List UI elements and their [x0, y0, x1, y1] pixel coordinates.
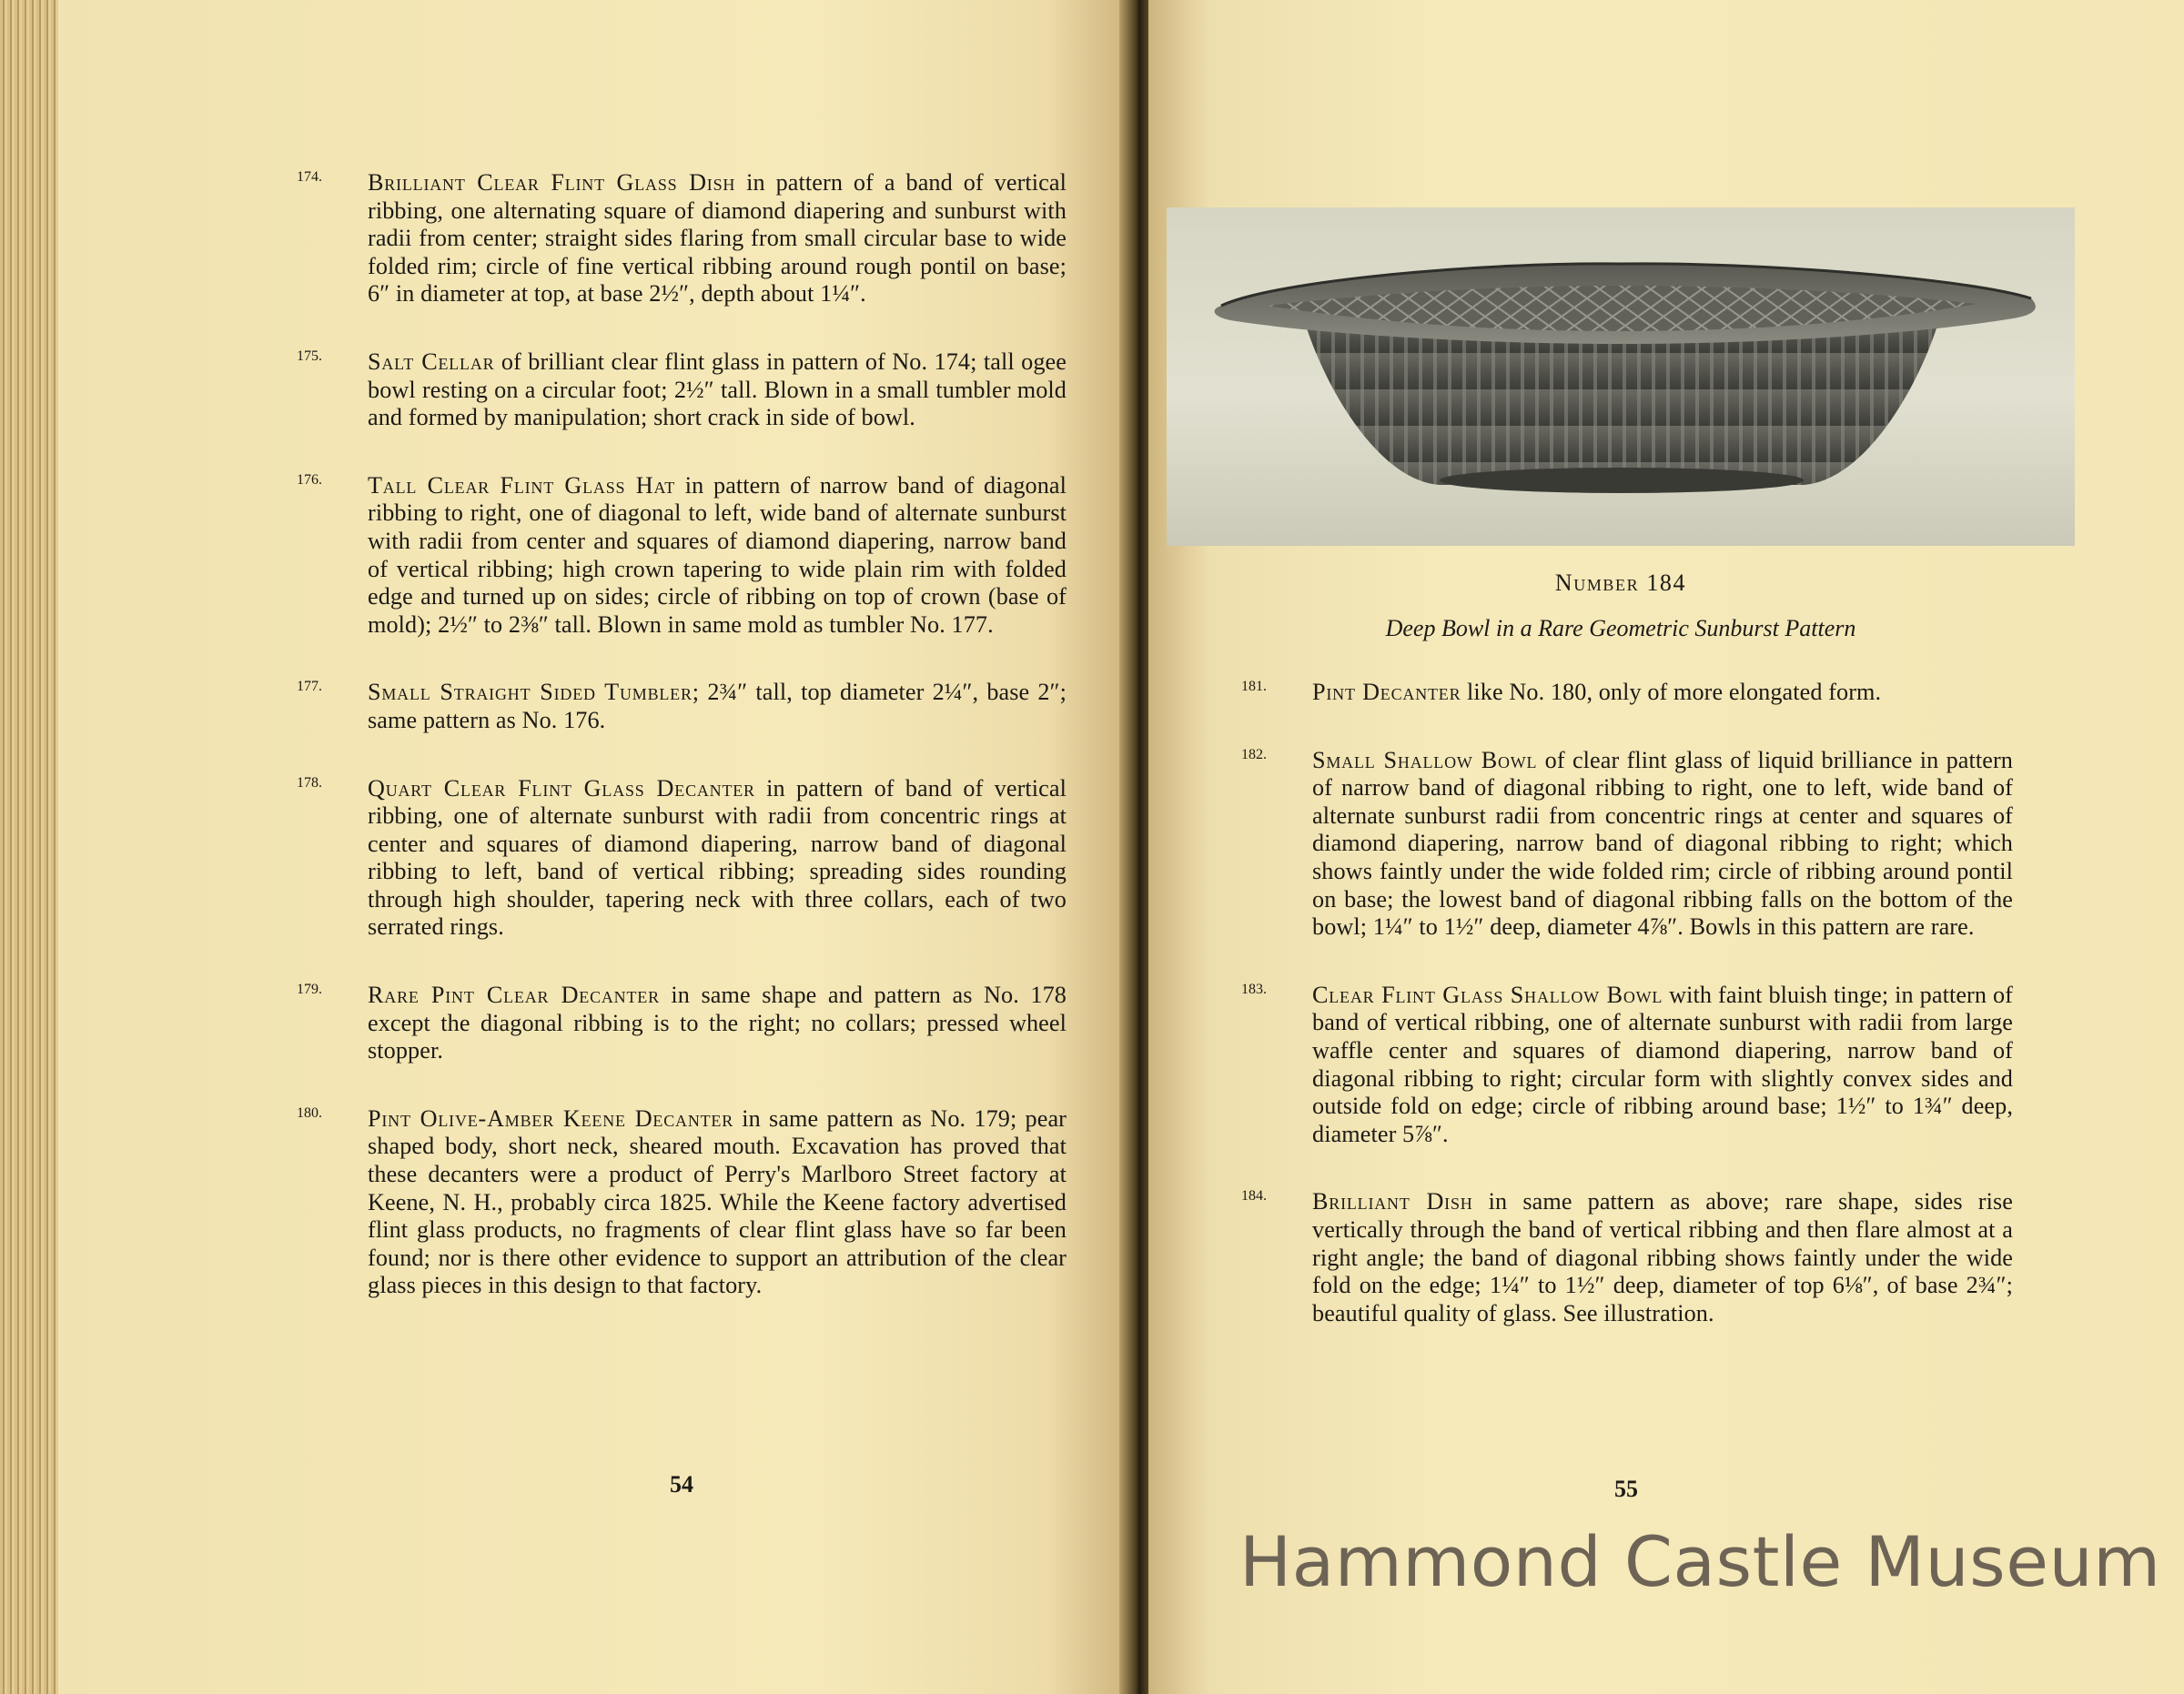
catalog-entry-183 [1241, 982, 2013, 1149]
entry-heading: Small Shallow Bowl [1312, 746, 1538, 773]
entry-number: 184. [1241, 1188, 1267, 1205]
illustration-caption: Deep Bowl in a Rare Geometric Sunburst Pattern [1385, 615, 1856, 641]
entry-text [368, 169, 1067, 308]
entry-text [1312, 1188, 2013, 1327]
entry-description: in same shape and pattern as No. 178 except the diagonal ribbing is to the right; no collars; pressed wheel stopper. [368, 982, 1067, 1064]
bowl-illustration [1167, 207, 2075, 546]
left-page-entries [297, 169, 1067, 1340]
entry-heading: Pint Olive-Amber Keene Decanter [368, 1104, 734, 1132]
entry-heading: Pint Decanter [1312, 679, 1461, 705]
museum-watermark: Hammond Castle Museum [1239, 1521, 2161, 1602]
catalog-entry-176 [297, 472, 1067, 640]
entry-heading: Rare Pint Clear Decanter [368, 982, 660, 1009]
catalog-entry-174 [297, 169, 1067, 308]
page-number-left: 54 [670, 1471, 693, 1497]
entry-heading: Brilliant Dish [1312, 1188, 1473, 1215]
right-page-entries [1241, 679, 2013, 1367]
entry-number: 181. [1241, 679, 1267, 694]
entry-heading: Clear Flint Glass Shallow Bowl [1312, 981, 1663, 1008]
entry-text [368, 472, 1067, 640]
entry-number: 175. [297, 348, 322, 364]
catalog-entry-177 [297, 679, 1067, 734]
entry-heading: Quart Clear Flint Glass Decanter [368, 774, 755, 802]
entry-number: 182. [1241, 746, 1267, 762]
catalog-entry-181 [1241, 679, 2013, 707]
entry-description: with faint bluish tinge; in pattern of band of vertical ribbing, one of alternate sunburst with radii from large waffle center and squares of diamond diapering, narrow band of diagonal ribbing to right; circular form with slightly convex sides and outside fold on edge; circle of ribbing around base; 1½″ to 1¾″ deep, diameter 5⅞″. [1312, 981, 2013, 1147]
entry-number: 174. [297, 169, 322, 185]
entry-text [368, 982, 1067, 1065]
illustration-number: Number 184 [1554, 570, 1687, 596]
catalog-entry-184 [1241, 1188, 2013, 1327]
entry-description: in pattern of narrow band of diagonal ribbing to right, one of diagonal to left, wide band of alternate sunburst with radii from center and squares of diamond diapering, narrow band of vertical ribbing; high crown tapering to wide plain rim with folded edge and turned up on sides; circle of ribbing on top of crown (base of mold); 2½″ to 2⅜″ tall. Blown in same mold as tumbler No. 177. [368, 471, 1067, 638]
entry-description: in same pattern as above; rare shape, sides rise vertically through the band of vertical ribbing and then flare almost at a right angle; the band of diagonal ribbing shows faintly under the wide fold on the edge; 1¼″ to 1½″ deep, diameter of top 6⅛″, of base 2¾″; beautiful quality of glass. See illustration. [1312, 1188, 2013, 1326]
entry-heading: Salt Cellar [368, 348, 495, 375]
entry-text [368, 679, 1067, 734]
entry-description: in pattern of band of vertical ribbing, one of alternate sunburst with radii from concentric rings at center and squares of diamond diapering, narrow band of diagonal ribbing to left, band of vertical ribbing; spreading sides rounding through high shoulder, tapering neck with three collars, each of two serrated rings. [368, 774, 1067, 941]
page-edges [0, 0, 58, 1694]
entry-number: 178. [297, 774, 322, 791]
catalog-entry-178 [297, 775, 1067, 943]
entry-description: ; 2¾″ tall, top diameter 2¼″, base 2″; same pattern as No. 176. [368, 679, 1067, 733]
bowl-photograph [1167, 207, 2075, 546]
entry-number: 177. [297, 679, 322, 695]
entry-number: 183. [1241, 981, 1267, 997]
entry-number: 180. [297, 1104, 322, 1121]
entry-text [368, 1105, 1067, 1300]
entry-heading: Small Straight Sided Tumbler [368, 679, 693, 706]
catalog-entry-179 [297, 982, 1067, 1065]
entry-number: 176. [297, 471, 322, 488]
entry-number: 179. [297, 982, 322, 998]
catalog-entry-182 [1241, 747, 2013, 942]
catalog-entry-175 [297, 348, 1067, 432]
entry-text [1312, 982, 2013, 1149]
entry-description: like No. 180, only of more elongated form. [1461, 679, 1882, 705]
page-number-right: 55 [1614, 1476, 1638, 1502]
catalog-entry-180 [297, 1105, 1067, 1300]
entry-description: of clear flint glass of liquid brilliance in pattern of narrow band of diagonal ribbing to right, one to left, wide band of alternate sunburst radii from concentric rings at center and squares of diamond diapering, narrow band of diagonal ribbing to right; which shows faintly under the wide folded rim; circle of ribbing around pontil on base; the lowest band of diagonal ribbing falls on the bottom of the bowl; 1¼″ to 1½″ deep, diameter 4⅞″. Bowls in this pattern are rare. [1312, 746, 2013, 941]
entry-description: of brilliant clear flint glass in pattern of No. 174; tall ogee bowl resting on a circular foot; 2½″ tall. Blown in a small tumbler mold and formed by manipulation; short crack in side of bowl. [368, 348, 1067, 431]
entry-text [1312, 747, 2013, 942]
entry-text [1312, 679, 2013, 707]
entry-text [368, 775, 1067, 943]
entry-description: in pattern of a band of vertical ribbing, one alternating square of diamond diapering and sunburst with radii from center; straight sides flaring from small circular base to wide folded rim; circle of fine vertical ribbing around rough pontil on base; 6″ in diameter at top, at base 2½″, depth about 1¼″. [368, 169, 1067, 308]
entry-description: in same pattern as No. 179; pear shaped body, short neck, sheared mouth. Excavation has proved that these decanters were a product of Perry's Marlboro Street factory at Keene, N. H., probably circa 1825. While the Keene factory advertised flint glass products, no fragments of clear flint glass have so far been found; nor is there other evidence to support an attribution of the clear glass pieces in this design to that factory. [368, 1104, 1067, 1299]
entry-text [368, 348, 1067, 432]
entry-heading: Brilliant Clear Flint Glass Dish [368, 169, 736, 196]
entry-heading: Tall Clear Flint Glass Hat [368, 471, 676, 499]
